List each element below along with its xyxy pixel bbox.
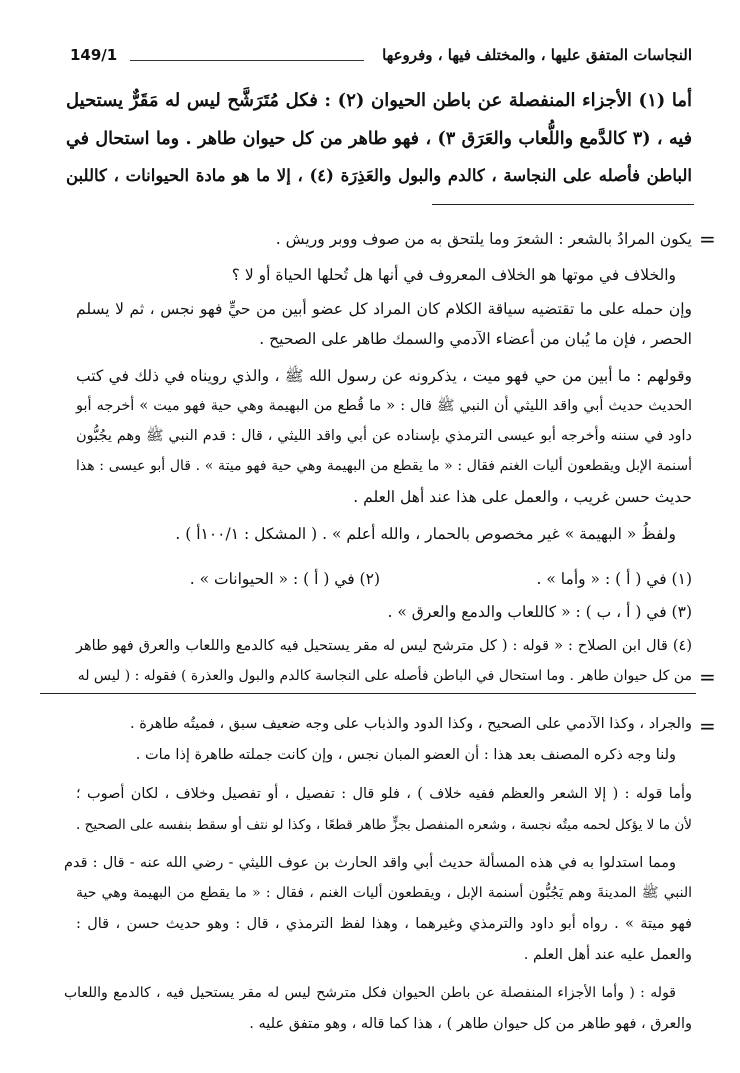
commentary-line: أسنمة الإبل ويقطعون أليات الغنم فقال : « ما يقطع من البهيمة وهي حية فهو ميتة » . قال أبو عيسى : هذا <box>76 458 692 474</box>
continuation-mark: = <box>699 665 716 689</box>
commentary-line: والخلاف في موتها هو الخلاف المعروف في أنها هل تُحلها الحياة أو لا ؟ <box>231 266 676 284</box>
commentary-line: النبي ﷺ المدينةَ وهم يَجُبُّون أسنمة الإبل ، ويقطعون أليات الغنم ، فقال : « ما يقطع من البهيمة وهي حية <box>76 885 692 901</box>
commentary-line: والعرق ، فهو طاهر من كل حيوان طاهر ) ، هذا كما قاله ، وهو متفق عليه . <box>249 1016 692 1032</box>
main-text-line: فيه ، (٣ كالدَّمع واللُّعاب والعَرَق ٣) ، فهو طاهر من كل حيوان طاهر . وما استحال في <box>66 129 692 149</box>
continuation-mark: = <box>699 714 716 738</box>
footnote-3: (٣) في ( أ ، ب ) : « كاللعاب والدمع والعرق » . <box>387 603 692 621</box>
commentary-line: لأن ما لا يؤكل لحمه ميتُه نجسة ، وشعره المنفصل بجزٍّ طاهر قطعًا ، وكذا لو نتف أو سقط بنفسه على الصحيح . <box>76 817 692 833</box>
footnote-1: (١) في ( أ ) : « وأما » . <box>536 570 692 588</box>
commentary-line: ولنا وجه ذكره المصنف بعد هذا : أن العضو المبان نجس ، وإن كانت جملته طاهرة إذا مات . <box>135 747 676 763</box>
footnote-2: (٢) في ( أ ) : « الحيوانات » . <box>189 570 380 588</box>
continuation-mark: = <box>699 227 716 251</box>
header-rule <box>130 60 364 61</box>
commentary-line: ومما استدلوا به في هذه المسألة حديث أبي واقد الحارث بن عوف الليثي - رضي الله عنه - قال : قدم <box>64 855 676 871</box>
main-text-divider <box>432 204 694 205</box>
commentary-line: حديث حسن غريب ، والعمل على هذا عند أهل العلم . <box>353 488 692 506</box>
commentary-line: وقولهم : ما أبين من حي فهو ميت ، يذكرونه عن رسول الله ﷺ ، والذي رويناه في ذلك في كتب <box>76 367 692 385</box>
commentary-line: ولفظُ « البهيمة » غير مخصوص بالحمار ، والله أعلم » . ( المشكل : ١٠٠/١أ ) . <box>175 525 676 543</box>
commentary-line: والجراد ، وكذا الآدمي على الصحيح ، وكذا الدود والذباب على وجه ضعيف سبق ، فميتُه طاهرة . <box>130 716 692 732</box>
commentary-line: وأما قوله : ( إلا الشعر والعظم ففيه خلاف ) ، فلو قال : تفصيل ، أو تفصيل وخلاف ، لكان أصوب ؛ <box>76 786 692 802</box>
commentary-line: الحديث حديث أبي واقد الليثي أن النبي ﷺ قال : « ما قُطع من البهيمة وهي حية فهو ميت » أخرجه أبو <box>76 398 692 414</box>
footnote-4-line: (٤) قال ابن الصلاح : « قوله : ( كل مترشح ليس له مقر يستحيل فيه كالدمع واللعاب والعرق فهو طاهر <box>76 638 692 654</box>
section-divider <box>40 693 696 694</box>
commentary-line: يكون المرادُ بالشعر : الشعرَ وما يلتحق به من صوف ووبر وريش . <box>275 230 692 248</box>
commentary-line: قوله : ( وأما الأجزاء المنفصلة عن باطن الحيوان فكل مترشح ليس له مقر يستحيل فيه ، كالدمع واللعاب <box>64 985 676 1001</box>
main-text-line: أما (١) الأجزاء المنفصلة عن باطن الحيوان (٢) : فكل مُتَرَشَّح ليس له مَقَرٌّ يستحيل <box>66 90 692 111</box>
commentary-line: فهو ميتة » . رواه أبو داود والترمذي وغيرهما ، وهذا لفظ الترمذي ، قال : وهو حديث حسن ، قال : <box>76 916 692 932</box>
commentary-line: والعمل عليه عند أهل العلم . <box>523 947 692 963</box>
commentary-line: الحصر ، فإن ما يُبان من أعضاء الآدمي والسمك طاهر على الصحيح . <box>259 330 692 348</box>
commentary-line: داود في سننه وأخرجه أبو عيسى الترمذي بإسناده عن أبي واقد الليثي ، قال : قدم النبي ﷺ وهم يجُبُّون <box>76 428 692 444</box>
footnote-4-line: من كل حيوان طاهر . وما استحال في الباطن فأصله على النجاسة كالدم والبول والعذرة ) فقوله : ( ليس له <box>77 668 692 684</box>
running-title: النجاسات المتفق عليها ، والمختلف فيها ، وفروعها <box>382 46 692 64</box>
main-text-line: الباطن فأصله على النجاسة ، كالدم والبول والعَذِرَة (٤) ، إلا ما هو مادة الحيوانات ، كاللبن <box>66 166 692 185</box>
commentary-line: وإن حمله على ما تقتضيه سياقة الكلام كان المراد كل عضو أبين من حيٍّ فهو نجس ، ثم لا يسلم <box>76 300 692 318</box>
page-number: 149/1 <box>70 46 118 64</box>
